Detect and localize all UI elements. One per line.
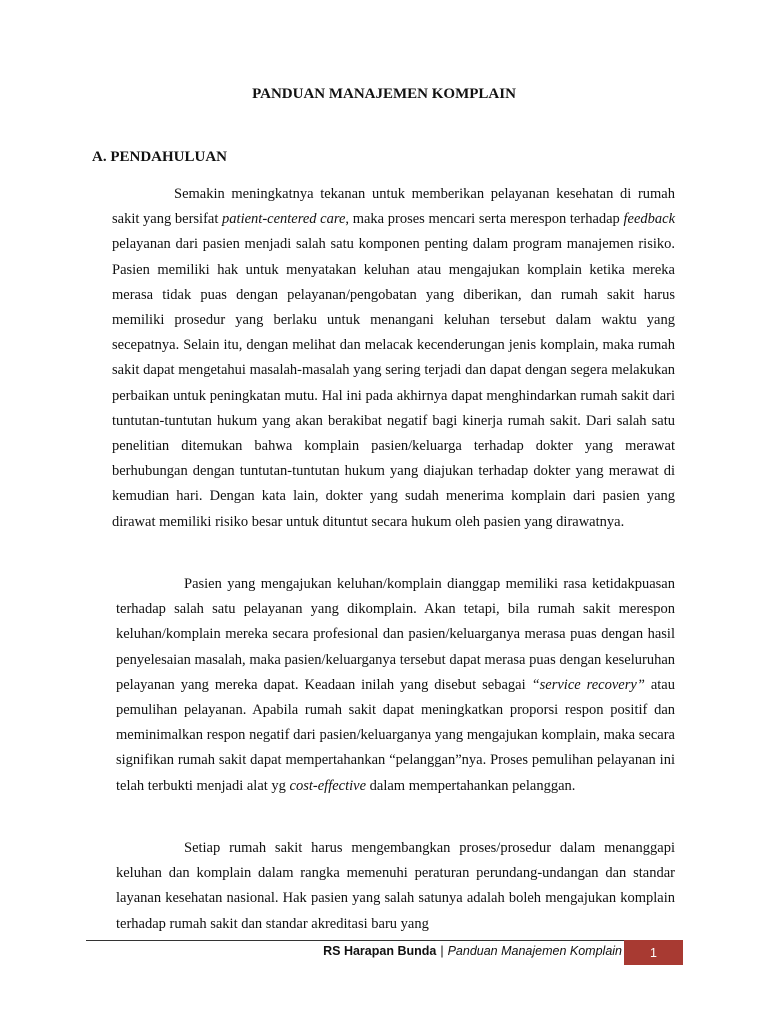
paragraph-2-text-2: atau pemulihan pelayanan. Apabila rumah sakit dapat meningkatkan proporsi respon positif dan meminimalkan respon negatif dari pasien/keluarganya yang mengajukan komplain, maka secara signifikan rumah sakit dapat mempertahankan “pelanggan”nya. Proses pemulihan pelayanan ini telah terbukti menjadi alat yg [116, 676, 675, 794]
footer-document-name: Panduan Manajemen Komplain [447, 944, 622, 958]
paragraph-1-text-1: Semakin meningkatnya tekanan untuk memberikan pelayanan kesehatan di rumah sakit yang bersifat [112, 186, 675, 228]
footer-divider [86, 940, 624, 941]
paragraph-1-text-2: , maka proses mencari serta merespon terhadap [345, 211, 624, 228]
paragraph-1-emphasis-2: feedback [623, 211, 676, 228]
paragraph-3 [116, 836, 675, 937]
paragraph-1-emphasis-1: patient-centered care [222, 211, 346, 228]
paragraph-2-text-1: Pasien yang mengajukan keluhan/komplain dianggap memiliki rasa ketidakpuasan terhadap salah satu pelayanan yang dikomplain. Akan tetapi, bila rumah sakit merespon keluhan/komplain mereka secara profesional dan pasien/keluarganya merasa puas dengan hasil penyelesaian masalah, maka pasien/keluarganya tersebut dapat merasa puas dengan keseluruhan pelayanan yang mereka dapat. Keadaan inilah yang disebut sebagai [116, 576, 675, 693]
paragraph-1 [112, 182, 675, 535]
paragraph-3-text-1: Setiap rumah sakit harus mengembangkan proses/prosedur dalam menanggapi keluhan dan komplain dalam rangka memenuhi peraturan perundang-undangan dan standar layanan kesehatan nasional. Hak pasien yang salah satunya adalah boleh mengajukan komplain terhadap rumah sakit dan standar akreditasi baru yang [116, 840, 675, 932]
footer-separator: | [440, 944, 444, 958]
document-title: PANDUAN MANAJEMEN KOMPLAIN [252, 86, 516, 102]
paragraph-2 [116, 572, 675, 799]
paragraph-1-text-3: pelayanan dari pasien menjadi salah satu komponen penting dalam program manajemen risiko. Pasien memiliki hak untuk menyatakan keluhan atau mengajukan komplain ketika mereka merasa tidak puas dengan pelayanan/pengobatan yang diberikan, dan rumah sakit harus memiliki prosedur yang berlaku untuk menangani keluhan tersebut dalam waktu yang secepatnya. Selain itu, dengan melihat dan melacak kecenderungan jenis komplain, maka rumah sakit dapat mengetahui masalah-masalah yang sering terjadi dan dapat dengan segera melakukan perbaikan untuk peningkatan mutu. Hal ini pada akhirnya dapat menghindarkan rumah sakit dari tuntutan-tuntutan hukum yang akan berakibat negatif bagi kinerja rumah sakit. Dari salah satu penelitian ditemukan bahwa komplain pasien/keluarga terhadap dokter yang merawat berhubungan dengan tuntutan-tuntutan hukum yang diajukan terhadap dokter yang merawat di kemudian hari. Dengan kata lain, dokter yang sudah menerima komplain dari pasien yang dirawat memiliki risiko besar untuk dituntut secara hukum oleh pasien yang dirawatnya. [112, 236, 675, 530]
paragraph-2-emphasis-2: cost-effective [289, 777, 367, 794]
paragraph-2-emphasis-1: “service recovery” [531, 676, 645, 693]
paragraph-2-text-3: dalam mempertahankan pelanggan. [366, 777, 576, 794]
page-number-box [624, 940, 683, 965]
footer-caption [323, 944, 622, 958]
section-heading: A. PENDAHULUAN [92, 149, 227, 165]
footer-organization: RS Harapan Bunda [323, 944, 437, 958]
page-number: 1 [650, 945, 657, 960]
